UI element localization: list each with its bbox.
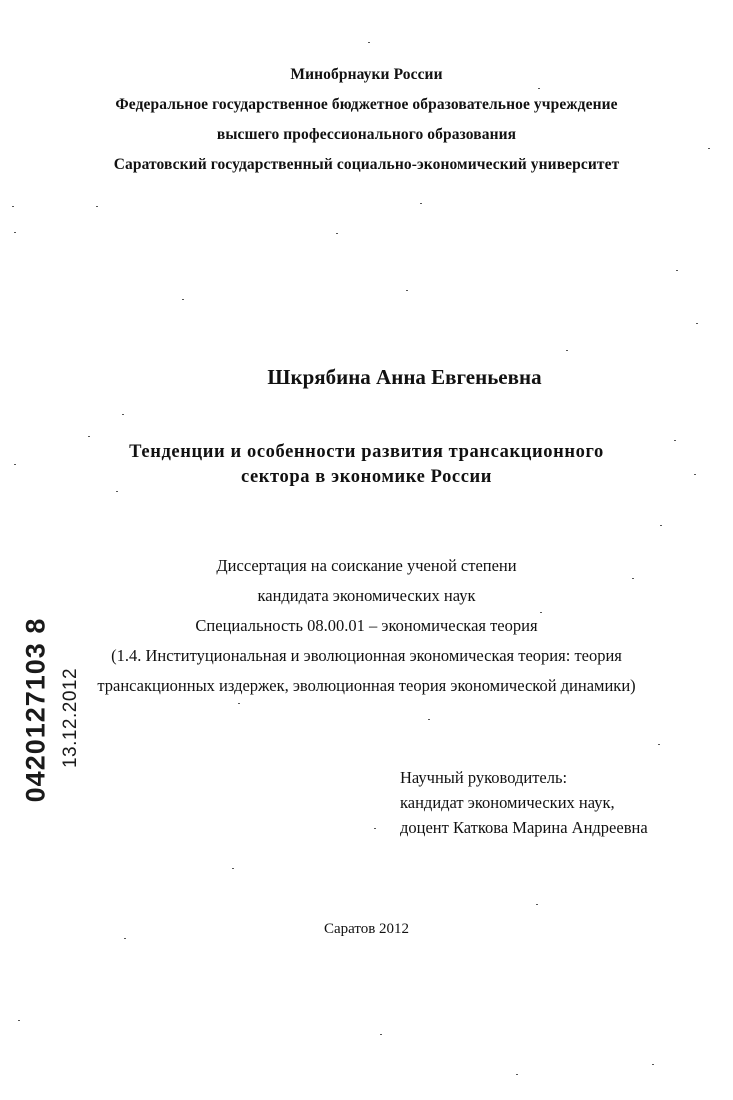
scan-speck <box>14 232 16 233</box>
advisor-name: доцент Каткова Марина Андреевна <box>400 818 648 837</box>
scan-speck <box>632 578 634 579</box>
advisor-label: Научный руководитель: <box>400 768 568 787</box>
scan-speck <box>14 464 16 465</box>
specialty-detail-line-2: трансакционных издержек, эволюционная теория экономической динамики) <box>97 676 636 695</box>
scan-speck <box>694 474 696 475</box>
scan-speck <box>516 1074 518 1075</box>
author-name: Шкрябина Анна Евгеньевна <box>267 365 542 389</box>
scan-speck <box>232 868 234 869</box>
title-line-2: сектора в экономике России <box>240 467 493 487</box>
scan-speck <box>428 719 430 720</box>
scan-speck <box>674 440 676 441</box>
scan-speck <box>380 1034 382 1035</box>
scan-speck <box>652 1064 654 1065</box>
scan-speck <box>540 612 542 613</box>
scan-speck <box>182 299 184 300</box>
archive-number-stamp: 0420127103 8 <box>20 617 51 803</box>
scan-speck <box>420 203 422 204</box>
university-name: Саратовский государственный социально-экономический университет <box>113 156 620 173</box>
scan-speck <box>538 88 540 89</box>
scan-speck <box>660 525 662 526</box>
dissertation-line-1: Диссертация на соискание ученой степени <box>216 556 517 575</box>
scan-speck <box>122 414 124 415</box>
scan-speck <box>696 323 698 324</box>
ministry-name: Минобрнауки России <box>290 66 443 83</box>
scan-speck <box>124 938 126 939</box>
scan-speck <box>18 1020 20 1021</box>
scan-speck <box>536 904 538 905</box>
scan-speck <box>708 148 710 149</box>
scan-speck <box>116 491 118 492</box>
specialty-line: Специальность 08.00.01 – экономическая теория <box>195 616 538 635</box>
advisor-degree: кандидат экономических наук, <box>400 793 615 812</box>
archive-date-stamp: 13.12.2012 <box>60 667 81 769</box>
scan-speck <box>96 206 98 207</box>
scan-speck <box>336 233 338 234</box>
place-year: Саратов 2012 <box>323 921 410 937</box>
scan-speck <box>658 744 660 745</box>
scan-speck <box>368 42 370 43</box>
title-line-1: Тенденции и особенности развития трансакционного <box>129 442 604 462</box>
dissertation-line-2: кандидата экономических наук <box>257 586 476 605</box>
scan-speck <box>12 206 14 207</box>
institution-line-1: Федеральное государственное бюджетное образовательное учреждение <box>115 96 618 113</box>
scan-speck <box>374 828 376 829</box>
scan-speck <box>406 290 408 291</box>
specialty-detail-line-1: (1.4. Институциональная и эволюционная экономическая теория: теория <box>111 646 622 665</box>
scan-speck <box>88 436 90 437</box>
institution-line-2: высшего профессионального образования <box>216 126 517 143</box>
scan-speck <box>676 270 678 271</box>
scan-speck <box>566 350 568 351</box>
scan-speck <box>238 703 240 704</box>
